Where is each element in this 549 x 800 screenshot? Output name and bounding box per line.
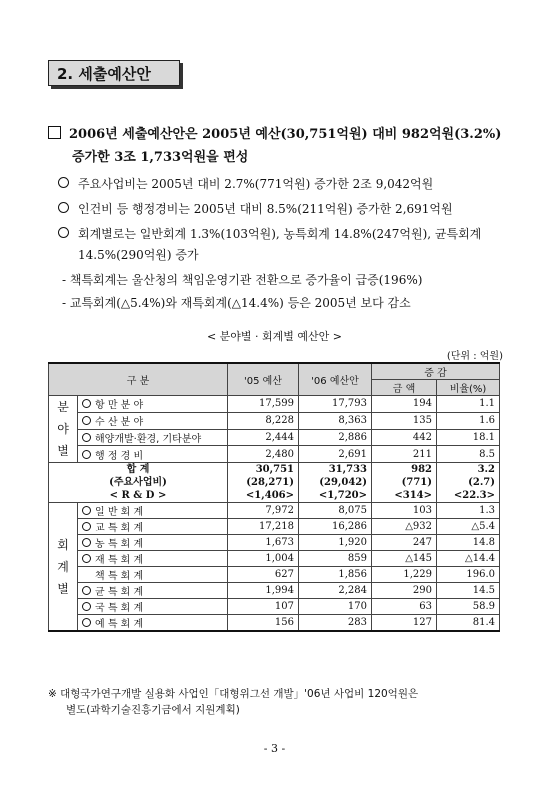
row-label <box>78 519 228 535</box>
row-label-text: 책 특 회 계 <box>95 571 144 582</box>
row-label-text: 국 특 회 계 <box>95 603 144 614</box>
table-row <box>49 503 500 519</box>
cell-y05: 17,218 <box>228 519 299 535</box>
circle-bullet-icon <box>82 554 91 563</box>
row-label <box>78 396 228 413</box>
row-label <box>78 429 228 446</box>
total-row <box>49 463 500 503</box>
header-amount: 금 액 <box>372 380 437 396</box>
cell-y06: 16,286 <box>299 519 372 535</box>
cell-y06: 8,075 <box>299 503 372 519</box>
dash-item-2: - 교특회계(△5.4%)와 재특회계(△14.4%) 등은 2005년 보다 감소 <box>62 296 411 310</box>
cell-amount: △932 <box>372 519 437 535</box>
table-row <box>49 551 500 567</box>
row-label-text: 일 반 회 계 <box>95 507 144 518</box>
cell-y06: 1,920 <box>299 535 372 551</box>
cell-y06: 170 <box>299 599 372 615</box>
cell-amount: 63 <box>372 599 437 615</box>
header-category: 구 분 <box>49 363 228 396</box>
row-label <box>78 412 228 429</box>
total-amount-1: 982 <box>411 464 432 475</box>
circle-bullet-icon <box>82 618 91 627</box>
table-row <box>49 412 500 429</box>
row-label <box>78 567 228 583</box>
header-rate: 비율(%) <box>437 380 500 396</box>
cell-amount: 135 <box>372 412 437 429</box>
table-row <box>49 567 500 583</box>
circle-bullet-icon <box>82 538 91 547</box>
table-row <box>49 615 500 632</box>
row-label <box>78 583 228 599</box>
bullet-3 <box>58 225 481 242</box>
total-y06-3: <1,720> <box>318 490 367 501</box>
dash-item-1: - 책특회계는 울산청의 책임운영기관 전환으로 증가율이 급증(196%) <box>62 273 423 287</box>
cell-y06: 1,856 <box>299 567 372 583</box>
circle-bullet-icon <box>82 522 91 531</box>
total-label-1: 합 계 <box>126 464 150 475</box>
bullet-text: 주요사업비는 2005년 대비 2.7%(771억원) 증가한 2조 9,042억원 <box>78 177 434 191</box>
total-rate-2: (2.7) <box>468 477 495 488</box>
table-row <box>49 446 500 463</box>
cell-y06: 2,886 <box>299 429 372 446</box>
cell-rate: 1.6 <box>437 412 500 429</box>
header-change: 증 감 <box>372 363 500 380</box>
total-y05 <box>228 463 299 503</box>
cell-y05: 156 <box>228 615 299 632</box>
row-label-text: 균 특 회 계 <box>95 587 144 598</box>
cell-rate: 58.9 <box>437 599 500 615</box>
group1-side-label: 분 야 별 <box>49 396 78 463</box>
cell-rate: 1.1 <box>437 396 500 413</box>
cell-amount: 247 <box>372 535 437 551</box>
cell-y05: 17,599 <box>228 396 299 413</box>
footnote-line1: ※ 대형국가연구개발 실용화 사업인「대형위그선 개발」'06년 사업비 120억원은 <box>48 688 419 700</box>
total-label <box>49 463 228 503</box>
total-y05-3: <1,406> <box>245 490 294 501</box>
total-y05-2: (28,271) <box>246 477 294 488</box>
cell-amount: 127 <box>372 615 437 632</box>
row-label-text: 재 특 회 계 <box>95 555 144 566</box>
bullet-text: 인건비 등 행정경비는 2005년 대비 8.5%(211억원) 증가한 2,691억원 <box>78 202 453 216</box>
table-row <box>49 396 500 413</box>
checkbox-square-icon <box>48 126 61 139</box>
row-label-text: 농 특 회 계 <box>95 539 144 550</box>
group2-side-label: 회 계 별 <box>49 503 78 632</box>
table-row <box>49 429 500 446</box>
footnote-line2: 별도(과학기술진흥기금에서 지원계획) <box>66 704 240 716</box>
section-title: 2. 세출예산안 <box>48 60 180 86</box>
cell-rate: △5.4 <box>437 519 500 535</box>
cell-y05: 107 <box>228 599 299 615</box>
cell-y05: 7,972 <box>228 503 299 519</box>
total-amount <box>372 463 437 503</box>
cell-y06: 17,793 <box>299 396 372 413</box>
circle-bullet-icon <box>82 602 91 611</box>
cell-y06: 2,284 <box>299 583 372 599</box>
row-label <box>78 615 228 632</box>
page-number: - 3 - <box>263 742 286 755</box>
circle-bullet-icon <box>82 399 91 408</box>
table-row <box>49 599 500 615</box>
circle-bullet-icon <box>82 416 91 425</box>
total-y05-1: 30,751 <box>255 464 294 475</box>
cell-rate: 81.4 <box>437 615 500 632</box>
cell-rate: 1.3 <box>437 503 500 519</box>
total-rate <box>437 463 500 503</box>
circle-bullet-icon <box>82 450 91 459</box>
row-label <box>78 599 228 615</box>
cell-amount: 290 <box>372 583 437 599</box>
cell-rate: 196.0 <box>437 567 500 583</box>
row-label <box>78 551 228 567</box>
cell-amount: 103 <box>372 503 437 519</box>
cell-amount: △145 <box>372 551 437 567</box>
row-label-text: 행 정 경 비 <box>95 450 144 462</box>
cell-y05: 627 <box>228 567 299 583</box>
heading-text1: 2006년 세출예산안은 2005년 예산(30,751억원) 대비 982억원(3.2%) <box>69 127 502 142</box>
row-label-text: 해양개발·환경, 기타분야 <box>95 433 202 445</box>
cell-y05: 1,673 <box>228 535 299 551</box>
budget-table <box>48 362 500 632</box>
bullet-3-cont: 14.5%(290억원) 증가 <box>78 248 199 262</box>
row-label <box>78 503 228 519</box>
cell-y05: 1,994 <box>228 583 299 599</box>
total-label-2: (주요사업비) <box>109 477 167 488</box>
cell-amount: 194 <box>372 396 437 413</box>
cell-amount: 1,229 <box>372 567 437 583</box>
bullet-2 <box>58 200 453 217</box>
cell-y05: 1,004 <box>228 551 299 567</box>
cell-rate: 8.5 <box>437 446 500 463</box>
row-label <box>78 446 228 463</box>
cell-y06: 2,691 <box>299 446 372 463</box>
total-label-3: < R & D > <box>109 490 167 501</box>
table-row <box>49 583 500 599</box>
header-y05: '05 예산 <box>228 363 299 396</box>
circle-bullet-icon <box>58 202 69 213</box>
circle-bullet-icon <box>58 227 69 238</box>
cell-y05: 8,228 <box>228 412 299 429</box>
row-label-text: 교 특 회 계 <box>95 523 144 534</box>
total-amount-2: (771) <box>401 477 432 488</box>
cell-rate: 14.5 <box>437 583 500 599</box>
circle-bullet-icon <box>82 433 91 442</box>
total-amount-3: <314> <box>394 490 432 501</box>
cell-rate: △14.4 <box>437 551 500 567</box>
cell-amount: 211 <box>372 446 437 463</box>
cell-y05: 2,480 <box>228 446 299 463</box>
cell-y06: 283 <box>299 615 372 632</box>
total-y06-2: (29,042) <box>319 477 367 488</box>
row-label-text: 항 만 분 야 <box>95 400 144 412</box>
table-row <box>49 519 500 535</box>
cell-rate: 14.8 <box>437 535 500 551</box>
total-rate-3: <22.3> <box>453 490 495 501</box>
total-y06 <box>299 463 372 503</box>
unit-label: (단위 : 억원) <box>446 351 503 362</box>
row-label <box>78 535 228 551</box>
table-caption: < 분야별 · 회계별 예산안 > <box>206 330 343 343</box>
cell-amount: 442 <box>372 429 437 446</box>
cell-y06: 8,363 <box>299 412 372 429</box>
row-label-text: 수 산 분 야 <box>95 417 144 429</box>
row-label-text: 예 특 회 계 <box>95 619 144 630</box>
circle-bullet-icon <box>82 506 91 515</box>
total-rate-1: 3.2 <box>477 464 495 475</box>
bullet-1 <box>58 175 433 192</box>
cell-y06: 859 <box>299 551 372 567</box>
circle-bullet-icon <box>58 177 69 188</box>
table-row <box>49 535 500 551</box>
cell-y05: 2,444 <box>228 429 299 446</box>
cell-rate: 18.1 <box>437 429 500 446</box>
circle-bullet-icon <box>82 586 91 595</box>
bullet-text: 회계별로는 일반회계 1.3%(103억원), 농특회계 14.8%(247억원), 균특회계 <box>78 227 482 241</box>
heading-line2: 증가한 3조 1,733억원을 편성 <box>72 150 249 165</box>
heading-line1 <box>48 123 501 142</box>
header-y06: '06 예산안 <box>299 363 372 396</box>
total-y06-1: 31,733 <box>328 464 367 475</box>
